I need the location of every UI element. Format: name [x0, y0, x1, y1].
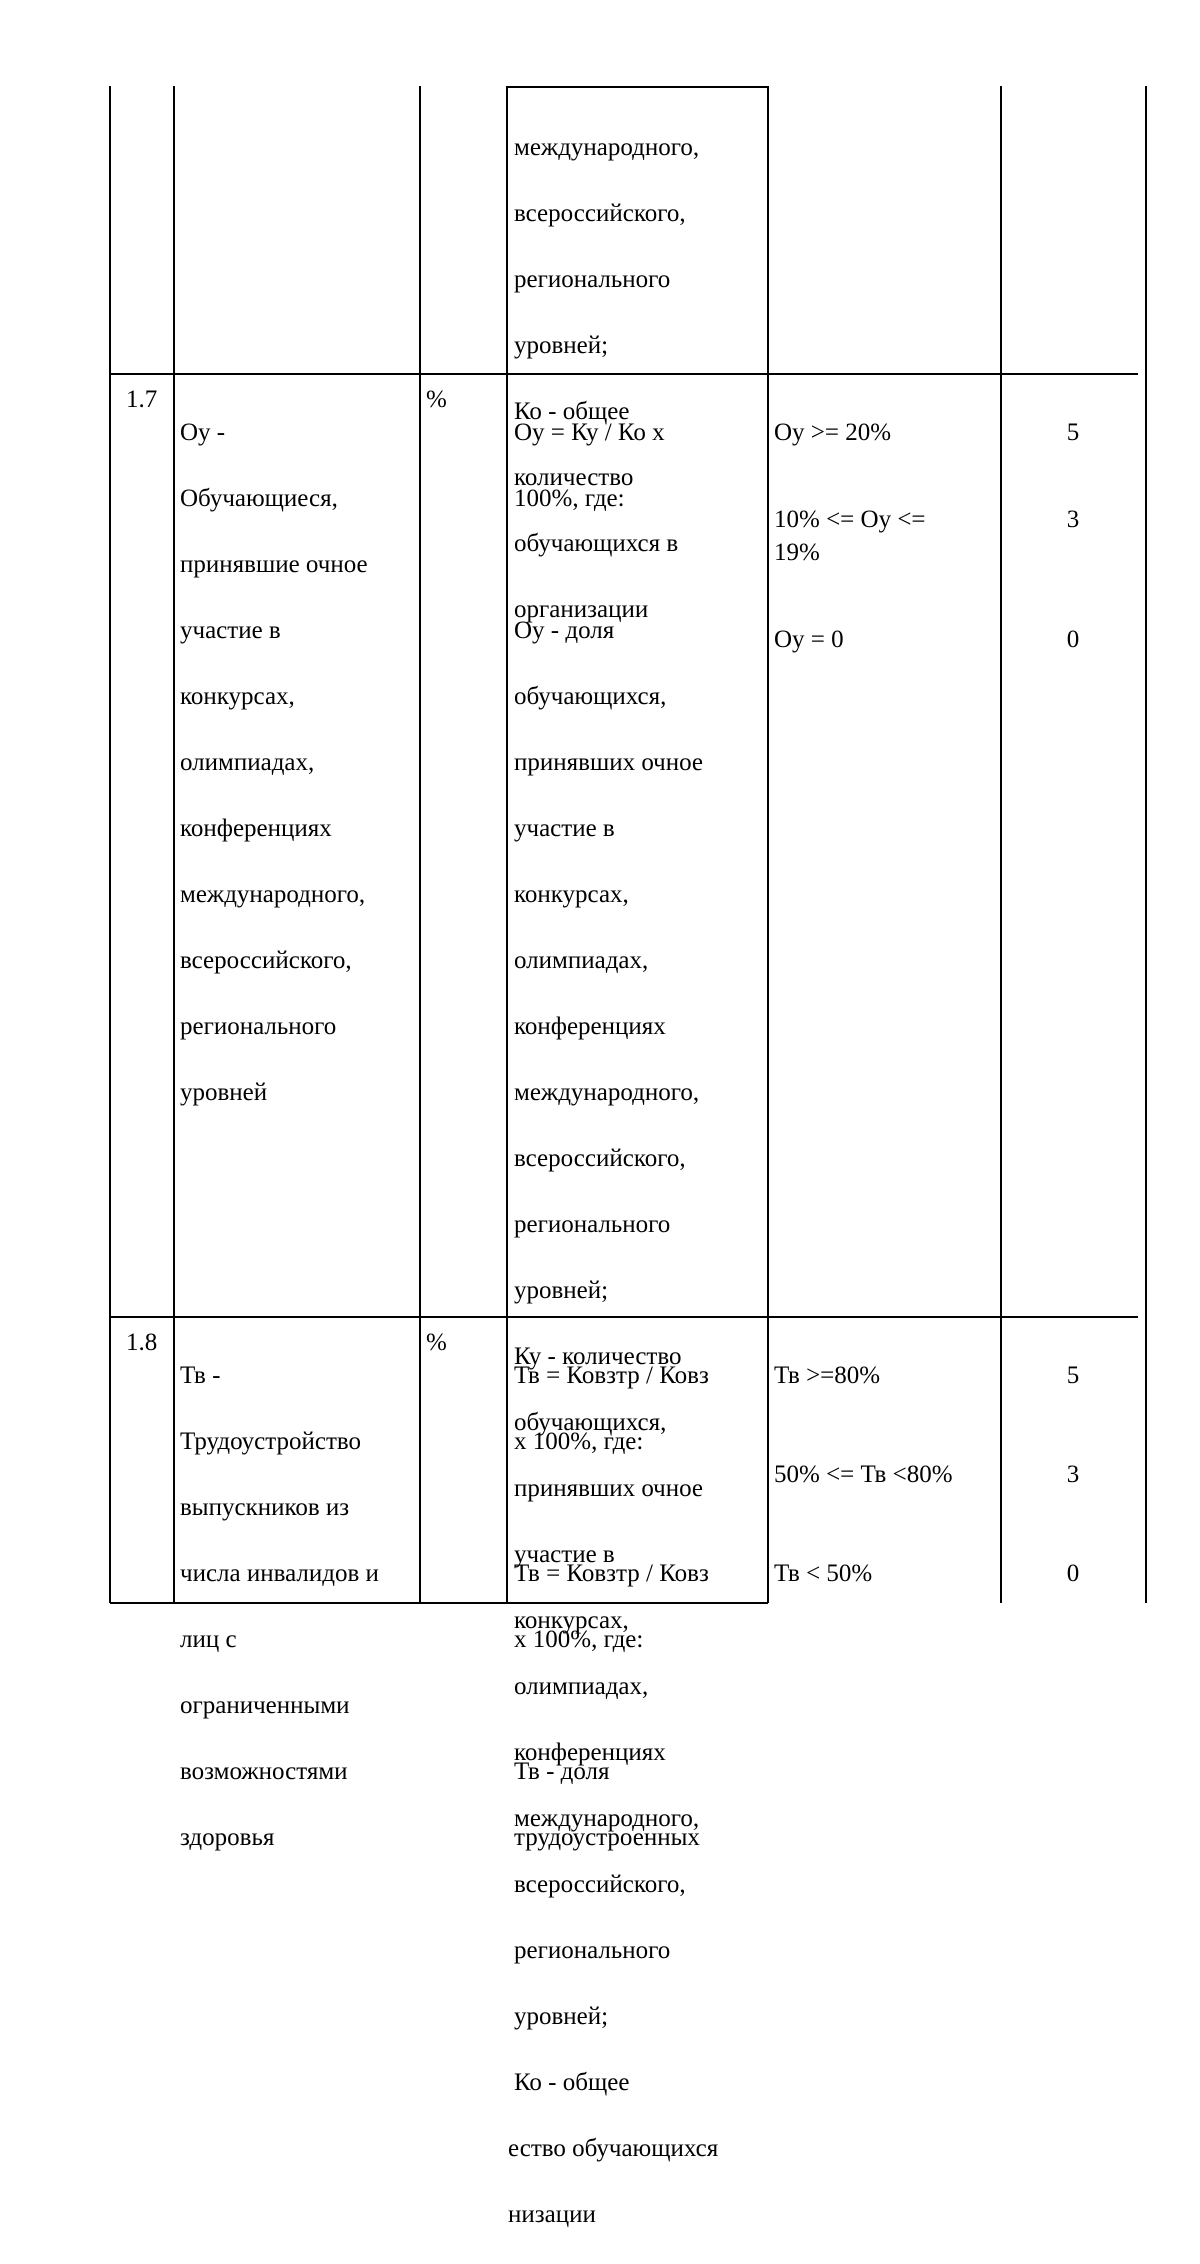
method-line: уровней;: [514, 1277, 609, 1304]
points-cell: [1002, 1326, 1144, 1623]
indicator-line: Обучающиеся,: [180, 485, 338, 512]
unit-cell: %: [426, 1329, 447, 1356]
method-line: Тв - доля: [514, 1758, 610, 1785]
indicator-line: уровней: [180, 1079, 268, 1106]
method-line: [508, 548, 766, 581]
method-line: Оу - доля: [514, 617, 615, 644]
method-line: низации: [508, 2201, 596, 2228]
method-line: Ко - общее: [514, 398, 630, 425]
method-line: Оу = Ку / Ко х: [514, 419, 665, 446]
cell-top-border: [506, 86, 768, 88]
method-line: принявших очное: [514, 1475, 704, 1502]
criteria-item: Оу = 0: [774, 626, 844, 653]
criteria-item: Оу >= 20%: [774, 419, 892, 446]
criteria-cell: [774, 1326, 994, 1623]
method-line: конференциях: [514, 1013, 666, 1040]
method-line: уровней;: [514, 2003, 609, 2030]
indicator-line: участие в: [180, 617, 281, 644]
criteria-item: Тв >=80%: [774, 1362, 881, 1389]
method-line: [514, 1689, 764, 1722]
method-line: олимпиадах,: [514, 947, 649, 974]
method-line: х 100%, где:: [514, 1626, 644, 1653]
method-line: уровней;: [514, 332, 609, 359]
indicator-line: выпускников из: [180, 1494, 350, 1521]
indicator-line: числа инвалидов и: [180, 1560, 379, 1587]
method-line: конференциях: [514, 1739, 666, 1766]
method-line: участие в: [514, 815, 615, 842]
method-line: обучающихся,: [514, 1409, 667, 1436]
method-line: обучающихся в: [514, 530, 679, 557]
unit-cell: %: [426, 386, 447, 413]
column-divider: [767, 86, 769, 1603]
method-line: 100%, где:: [514, 485, 625, 512]
method-line: регионального: [514, 266, 671, 293]
method-line: Тв = Ковзтр / Ковз: [514, 1362, 709, 1389]
indicator-line: всероссийского,: [180, 947, 352, 974]
method-line: международного,: [514, 1079, 700, 1106]
method-line: х 100%, где:: [514, 1428, 644, 1455]
indicator-line: возможностями: [180, 1758, 348, 1785]
points-value: 3: [1066, 1461, 1080, 1488]
method-line: регионального: [514, 1937, 671, 1964]
method-line: международного,: [514, 134, 700, 161]
indicator-line: Трудоустройство: [180, 1428, 362, 1455]
indicator-line: Тв -: [180, 1362, 221, 1389]
method-line: [514, 1491, 764, 1524]
points-value: 0: [1066, 626, 1080, 653]
points-value: 5: [1066, 1362, 1080, 1389]
indicator-line: олимпиадах,: [180, 749, 315, 776]
indicator-line: лиц с: [180, 1626, 237, 1653]
indicator-line: принявшие очное: [180, 551, 368, 578]
method-line: количество: [514, 464, 634, 491]
method-line: регионального: [514, 1211, 671, 1238]
indicator-cell: [180, 1326, 418, 1887]
criteria-item: Тв < 50%: [774, 1560, 873, 1587]
method-line: международного,: [514, 1805, 700, 1832]
column-divider: [173, 86, 175, 1603]
method-line: организации: [514, 596, 649, 623]
points-cell: [1002, 383, 1144, 689]
method-line: ество обучающихся: [508, 2135, 719, 2162]
indicator-line: международного,: [180, 881, 366, 908]
method-line: конкурсах,: [514, 881, 629, 908]
points-value: 0: [1066, 1560, 1080, 1587]
method-line: конкурсах,: [514, 1607, 629, 1634]
method-line: всероссийского,: [514, 1871, 686, 1898]
method-line: Тв = Ковзтр / Ковз: [514, 1560, 709, 1587]
method-line: участие в: [514, 1541, 615, 1568]
method-line: обучающихся,: [514, 683, 667, 710]
row-number: 1.7: [126, 386, 158, 413]
method-line: всероссийского,: [514, 200, 686, 227]
criteria-item: 10% <= Оу <= 19%: [774, 506, 926, 566]
method-line: принявших очное: [514, 749, 704, 776]
indicator-line: Оу -: [180, 419, 226, 446]
indicator-line: здоровья: [180, 1824, 275, 1851]
column-divider: [109, 86, 111, 1603]
criteria-cell: [774, 383, 994, 689]
indicator-line: конференциях: [180, 815, 332, 842]
method-line: всероссийского,: [514, 1145, 686, 1172]
row-number: 1.8: [126, 1329, 158, 1356]
method-line: олимпиадах,: [514, 1673, 649, 1700]
indicator-line: ограниченными: [180, 1692, 350, 1719]
method-line: трудоустроенных: [514, 1824, 700, 1851]
indicator-cell: [180, 383, 418, 1142]
method-cell: [514, 1326, 764, 1887]
column-divider: [419, 86, 421, 1603]
indicator-line: конкурсах,: [180, 683, 295, 710]
column-divider: [1145, 86, 1147, 1603]
criteria-item: 50% <= Тв <80%: [774, 1461, 953, 1488]
points-value: 3: [1066, 506, 1080, 533]
indicator-line: регионального: [180, 1013, 337, 1040]
method-line: Ко - общее: [514, 2069, 630, 2096]
points-value: 5: [1066, 419, 1080, 446]
method-line: Ку - количество: [514, 1343, 682, 1370]
